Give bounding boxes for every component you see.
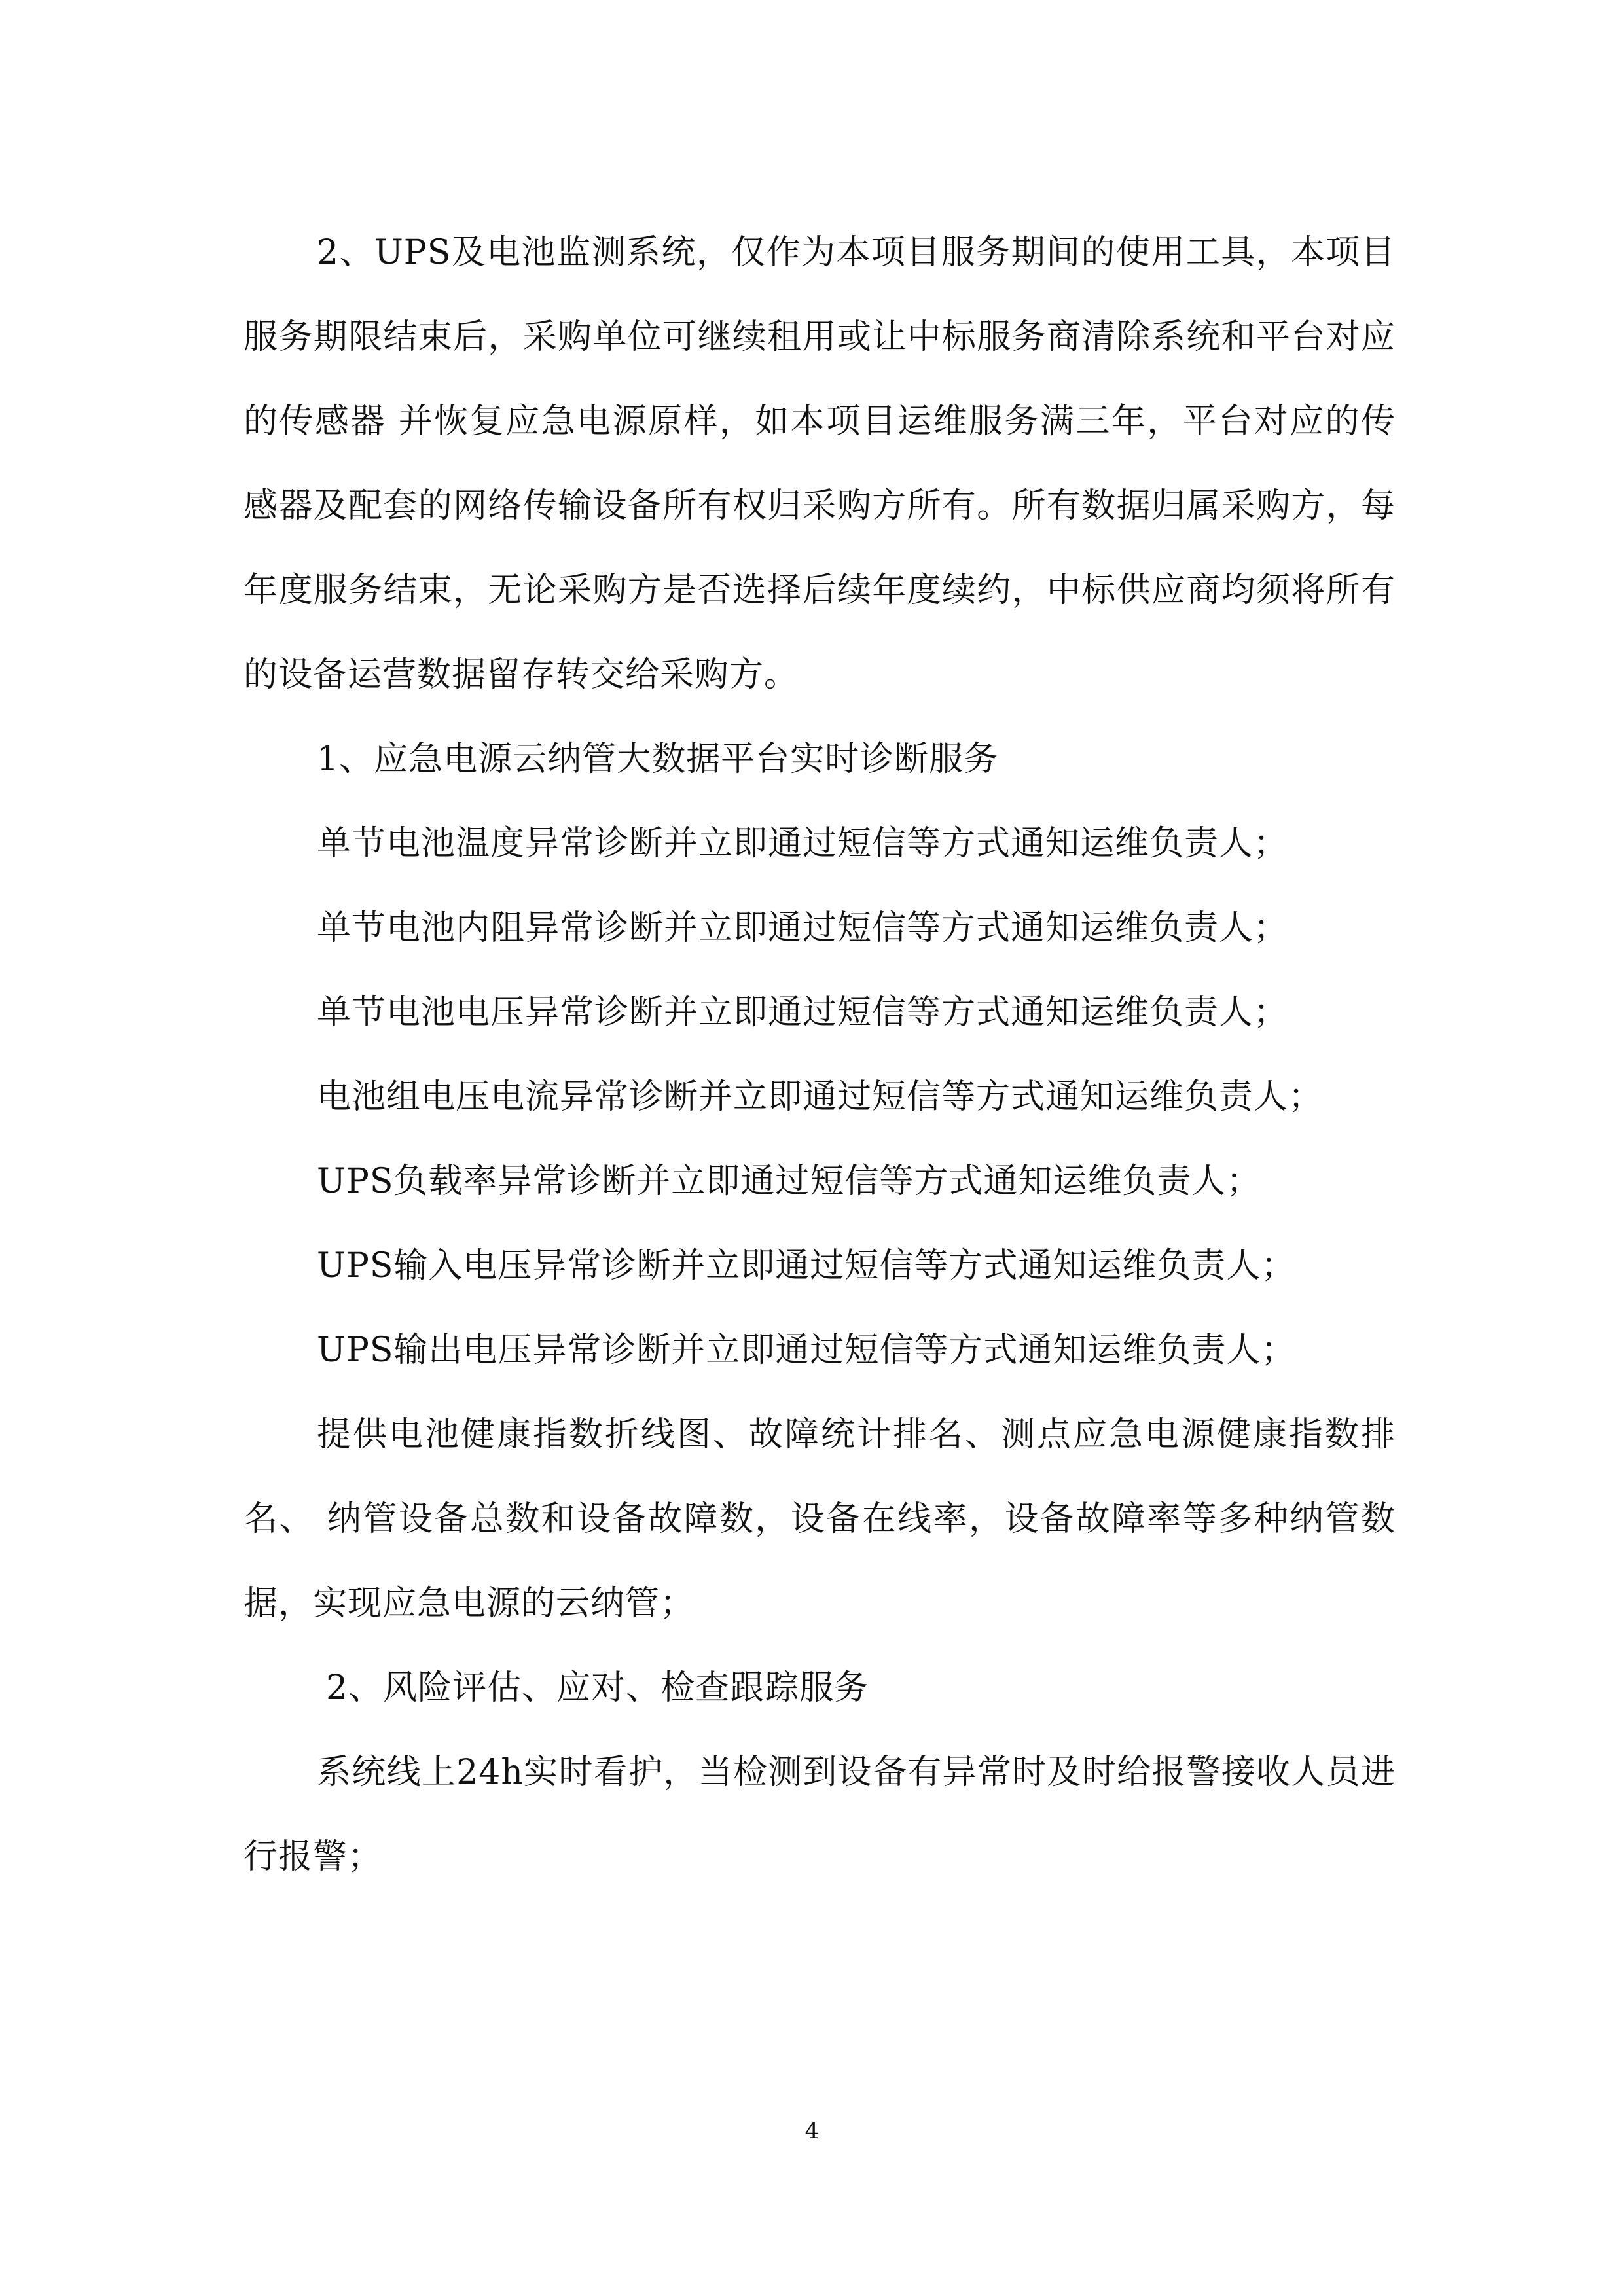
list-item-pack-voltage-current: 电池组电压电流异常诊断并立即通过短信等方式通知运维负责人； [317,1077,1324,1117]
list-item-cell-resistance: 单节电池内阻异常诊断并立即通过短信等方式通知运维负责人； [317,908,1289,948]
paragraph-data-ownership: 2、UPS及电池监测系统，仅作为本项目服务期间的使用工具，本项目服务期限结束后，采购单位可继续租用或让中标服务商清除系统和平台对应的传感器 并恢复应急电源原样，如本项目运维服务满三年，平台对应的传感器及配套的网络传输设备所有权归采购方所有。所有数据归属采购方，每年度服务结束，无论采购方是否选择后续年度续约，中标供应商均须将所有的设备运营数据留存转交给采购方。 [244,233,1396,694]
page-number: 4 [804,2118,820,2144]
paragraph-24h-monitoring: 系统线上24h实时看护，当检测到设备有异常时及时给报警接收人员进行报警； [244,1753,1396,1876]
list-item-ups-load: UPS负载率异常诊断并立即通过短信等方式通知运维负责人； [317,1162,1261,1201]
document-body [244,211,1396,1899]
list-item-ups-input-voltage: UPS输入电压异常诊断并立即通过短信等方式通知运维负责人； [317,1246,1296,1285]
list-item-ups-output-voltage: UPS输出电压异常诊断并立即通过短信等方式通知运维负责人； [317,1331,1296,1370]
list-item-cell-temperature: 单节电池温度异常诊断并立即通过短信等方式通知运维负责人； [317,824,1289,863]
list-item-cell-voltage: 单节电池电压异常诊断并立即通过短信等方式通知运维负责人； [317,993,1289,1032]
heading-risk-assessment: 2、风险评估、应对、检查跟踪服务 [326,1668,869,1708]
heading-realtime-diagnosis: 1、应急电源云纳管大数据平台实时诊断服务 [317,740,999,779]
paragraph-health-index: 提供电池健康指数折线图、故障统计排名、测点应急电源健康指数排名、 纳管设备总数和设备故障数，设备在线率，设备故障率等多种纳管数据，实现应急电源的云纳管； [244,1415,1396,1623]
